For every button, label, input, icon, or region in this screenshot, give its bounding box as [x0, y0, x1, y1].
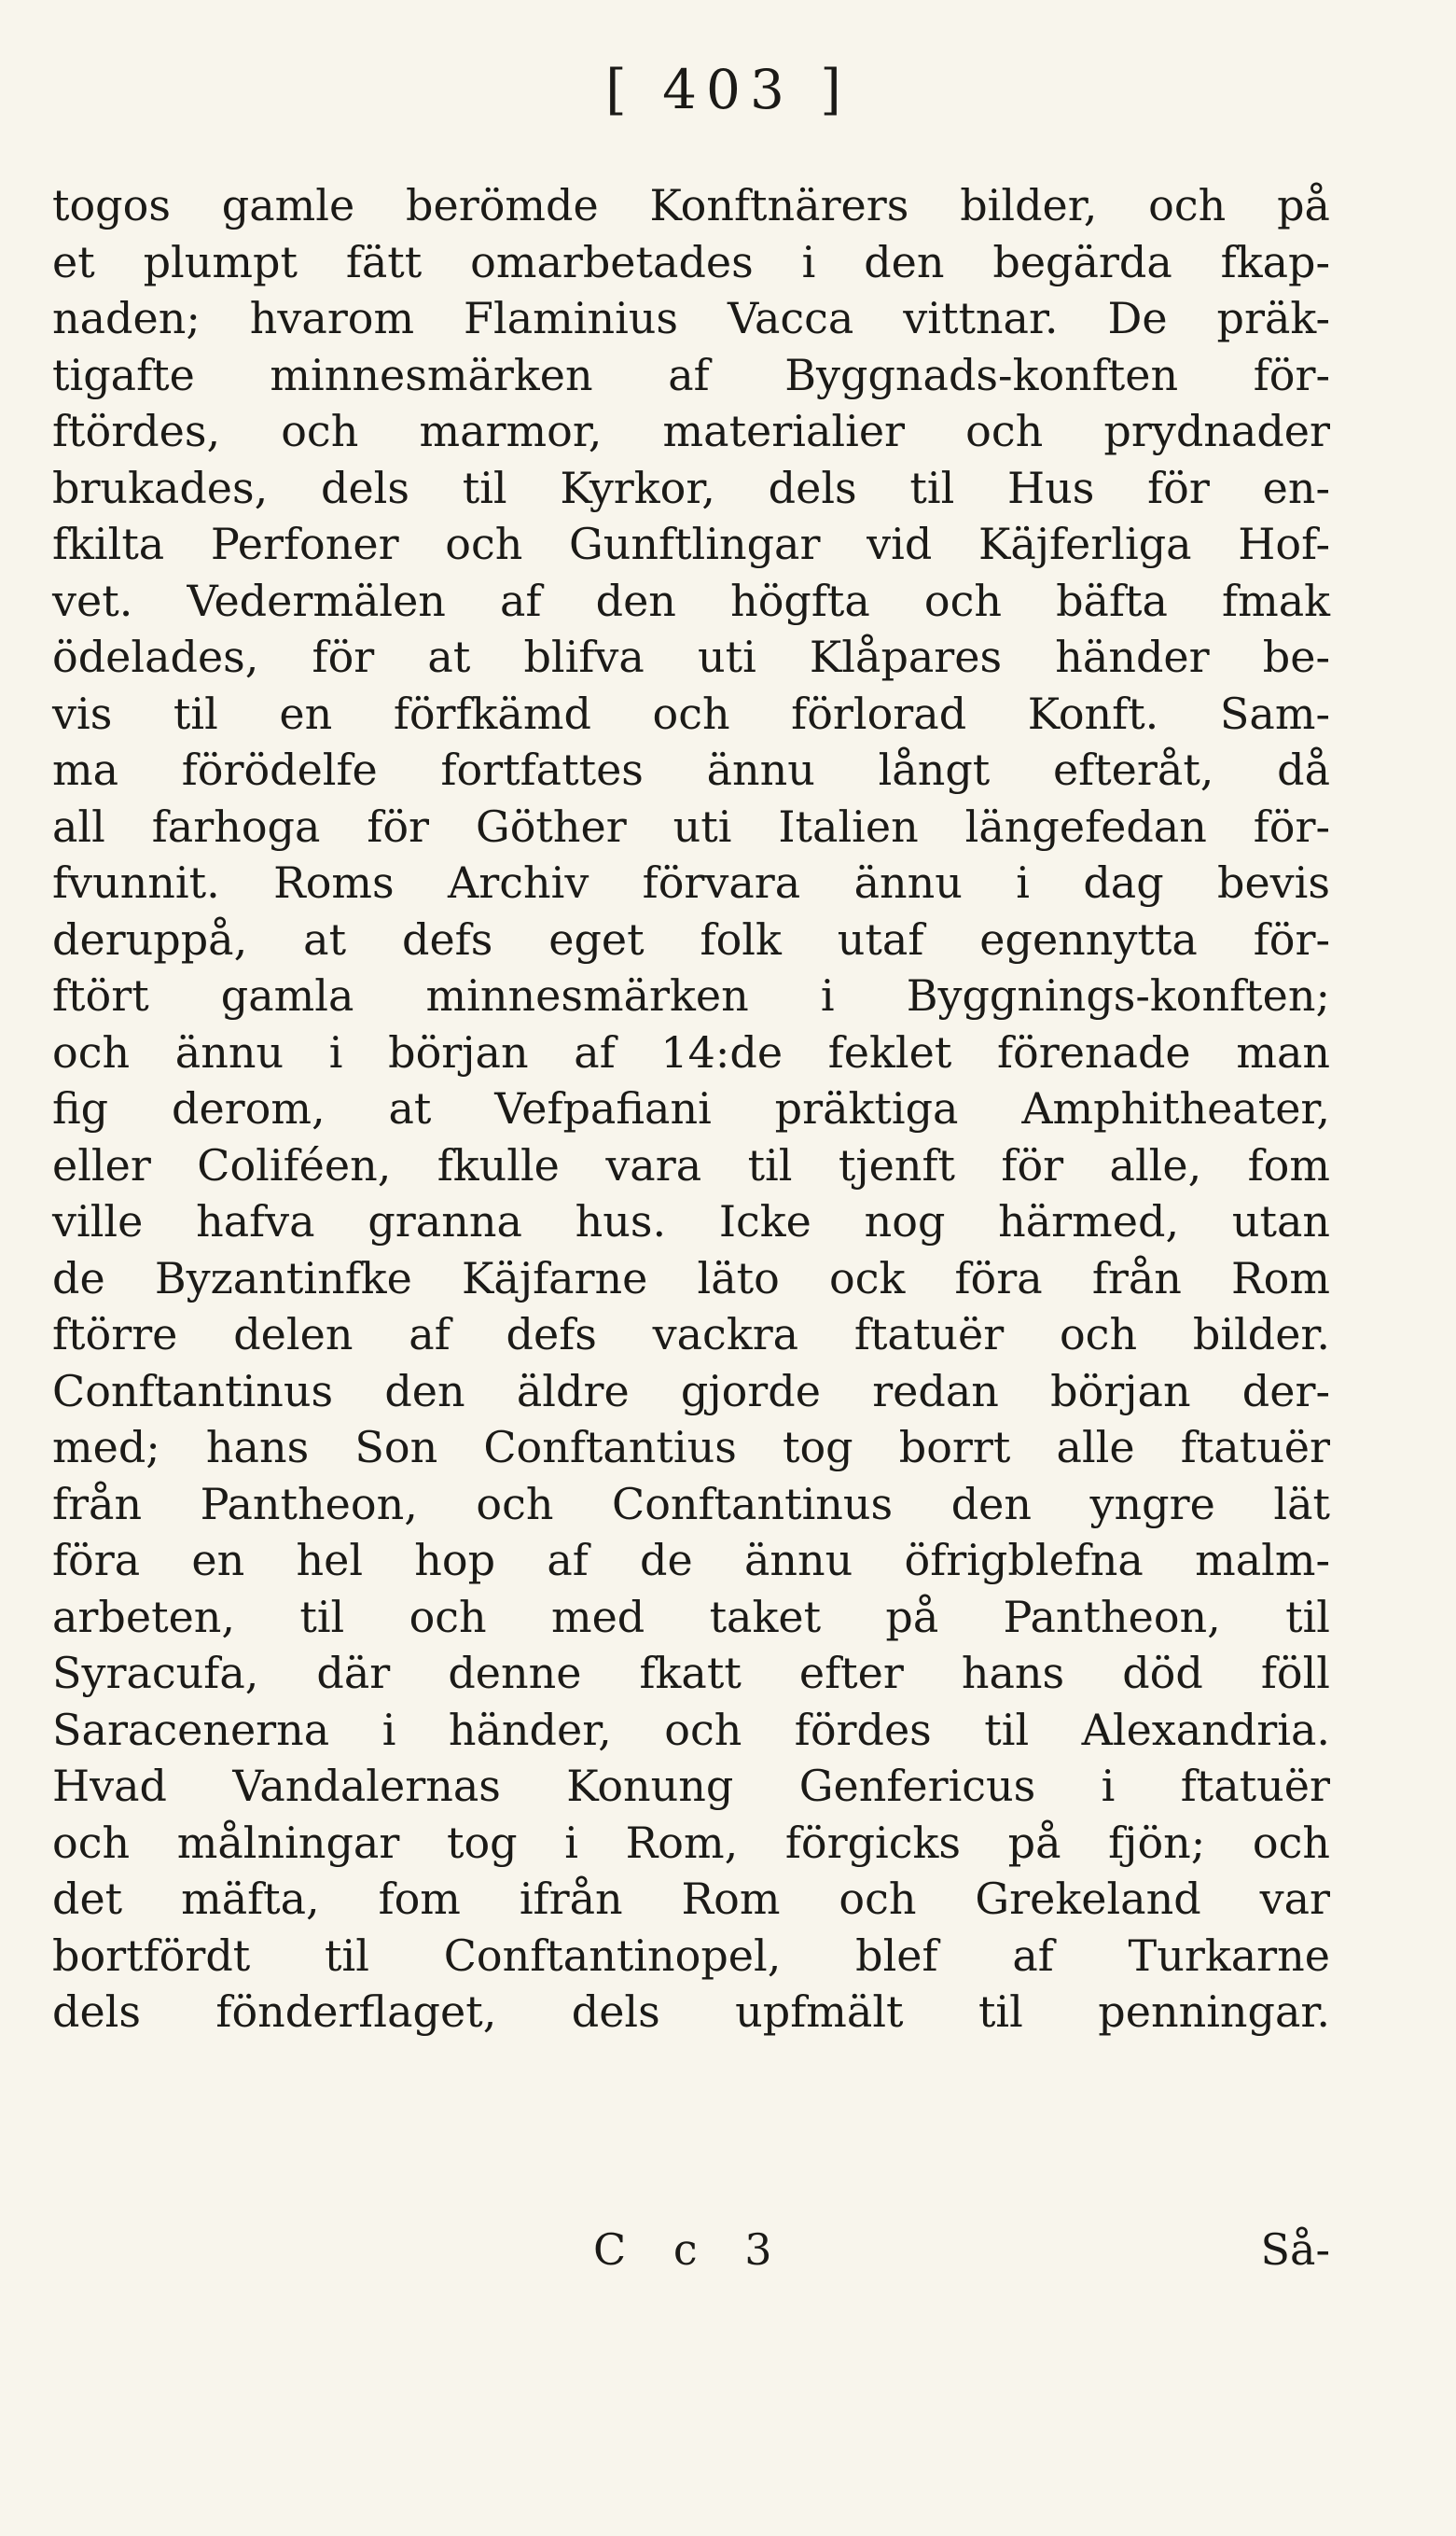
text-line: Syracufa, där denne fkatt efter hans död föll [52, 1648, 1330, 1698]
text-line: ödelades, för at blifva uti Klåpares händer be- [52, 632, 1330, 682]
text-line: dels fönderflaget, dels upfmält til penningar. [52, 1986, 1330, 2037]
text-line: fig derom, at Vefpafiani präktiga Amphitheater, [52, 1083, 1330, 1134]
text-line: fvunnit. Roms Archiv förvara ännu i dag bevis [52, 857, 1330, 908]
text-line: och målningar tog i Rom, förgicks på fjön; och [52, 1817, 1330, 1868]
text-line: med; hans Son Conftantius tog borrt alle ftatuër [52, 1422, 1330, 1472]
text-line: de Byzantinfke Käjfarne läto ock föra från Rom [52, 1252, 1330, 1303]
text-line: vis til en förfkämd och förlorad Konft. Sam- [52, 688, 1330, 739]
text-line: Hvad Vandalernas Konung Genfericus i ftatuër [52, 1761, 1330, 1811]
text-line: det mäfta, fom ifrån Rom och Grekeland var [52, 1874, 1330, 1924]
text-line: tigafte minnesmärken af Byggnads-konften för- [52, 349, 1330, 400]
text-line: all farhoga för Göther uti Italien längefedan för- [52, 801, 1330, 852]
text-line: bortfördt til Conftantinopel, blef af Turkarne [52, 1930, 1330, 1981]
text-line: ma förödelfe fortfattes ännu långt efteråt, då [52, 745, 1330, 795]
text-line: Saracenerna i händer, och fördes til Alexandria. [52, 1704, 1330, 1755]
catchword: Så- [1260, 2224, 1330, 2275]
text-line: fkilta Perfoner och Gunftlingar vid Käjferliga Hof- [52, 519, 1330, 569]
text-line: från Pantheon, och Conftantinus den yngre lät [52, 1478, 1330, 1529]
signature-mark: C c 3 [593, 2224, 789, 2275]
text-line: föra en hel hop af de ännu öfrigblefna malm- [52, 1535, 1330, 1585]
text-line: vet. Vedermälen af den högfta och bäfta fmak [52, 575, 1330, 626]
text-line: naden; hvarom Flaminius Vacca vittnar. De präk- [52, 293, 1330, 343]
text-line: och ännu i början af 14:de feklet förenade man [52, 1026, 1330, 1078]
page-footer [52, 2221, 1330, 2278]
text-line: ftörre delen af defs vackra ftatuër och bilder. [52, 1309, 1330, 1359]
body-text [52, 177, 1330, 2041]
text-line: ftört gamla minnesmärken i Byggnings-konften; [52, 970, 1330, 1021]
text-line: brukades, dels til Kyrkor, dels til Hus för en- [52, 462, 1330, 513]
text-line: ville hafva granna hus. Icke nog härmed, utan [52, 1196, 1330, 1247]
text-line: Conftantinus den äldre gjorde redan början der- [52, 1365, 1330, 1416]
text-line: arbeten, til och med taket på Pantheon, til [52, 1591, 1330, 1642]
text-line: togos gamle berömde Konftnärers bilder, och på [52, 180, 1330, 230]
text-line: deruppå, at defs eget folk utaf egennytta för- [52, 913, 1330, 965]
text-line: ftördes, och marmor, materialier och prydnader [52, 406, 1330, 456]
page-number: [ 403 ] [605, 58, 851, 121]
text-line: et plumpt fätt omarbetades i den begärda fkap- [52, 236, 1330, 287]
text-line: eller Coliféen, fkulle vara til tjenft för alle, fom [52, 1139, 1330, 1191]
